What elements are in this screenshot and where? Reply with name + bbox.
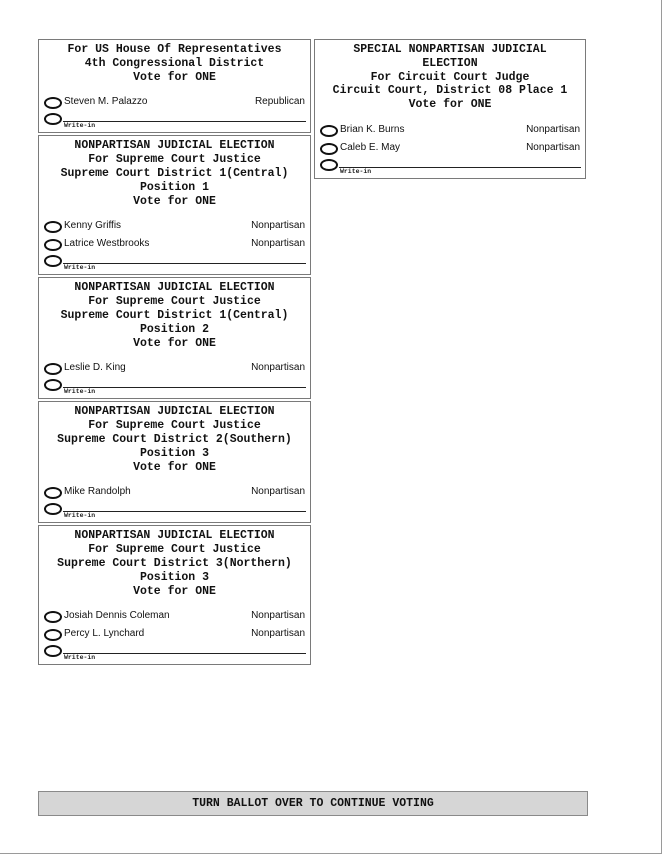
candidate-choice[interactable]	[39, 218, 310, 236]
contest-header-line: For US House Of Representatives	[67, 43, 282, 56]
vote-oval-icon[interactable]	[320, 159, 338, 171]
vote-oval-icon[interactable]	[44, 221, 62, 233]
vote-oval-icon[interactable]	[44, 113, 62, 125]
candidate-name: Josiah Dennis Coleman	[64, 610, 170, 622]
write-in-choice[interactable]	[315, 158, 585, 176]
write-in-line[interactable]	[63, 653, 306, 654]
vote-oval-icon[interactable]	[44, 629, 62, 641]
vote-oval-icon[interactable]	[320, 143, 338, 155]
contest-header-line: Position 1	[139, 180, 209, 194]
write-in-choice[interactable]	[39, 502, 310, 520]
vote-oval-icon[interactable]	[44, 97, 62, 109]
contest-header	[39, 136, 310, 208]
contest-header-line: Vote for ONE	[133, 584, 216, 598]
contest-box	[38, 277, 311, 399]
contest-header-line: Vote for ONE	[408, 98, 492, 112]
contest-header-line: For Supreme Court Justice	[88, 153, 261, 167]
contest-box	[38, 401, 311, 523]
vote-oval-icon[interactable]	[44, 645, 62, 657]
contest-header-line: Supreme Court District 3(Northern)	[57, 556, 292, 570]
write-in-choice[interactable]	[39, 254, 310, 272]
contest-header-line: 4th Congressional District	[84, 56, 265, 70]
contest-header-line: Vote for ONE	[133, 70, 216, 84]
vote-oval-icon[interactable]	[44, 255, 62, 267]
vote-oval-icon[interactable]	[44, 487, 62, 499]
write-in-choice[interactable]	[39, 378, 310, 396]
choice-list	[39, 608, 310, 662]
contest-header	[39, 402, 310, 474]
candidate-choice[interactable]	[315, 122, 585, 140]
contest-header-line: NONPARTISAN JUDICIAL ELECTION	[74, 281, 275, 295]
contest-header-line: NONPARTISAN JUDICIAL ELECTION	[74, 405, 275, 419]
candidate-party: Nonpartisan	[251, 362, 305, 374]
candidate-name: Steven M. Palazzo	[64, 96, 148, 108]
contest-box	[38, 39, 311, 133]
contest-header-line: For Supreme Court Justice	[88, 419, 261, 433]
ballot-column-left	[38, 39, 311, 667]
write-in-label: Write-in	[64, 122, 96, 130]
candidate-party: Republican	[254, 96, 305, 108]
write-in-line[interactable]	[63, 511, 306, 512]
vote-oval-icon[interactable]	[320, 125, 338, 137]
write-in-line[interactable]	[63, 387, 306, 388]
candidate-choice[interactable]	[315, 140, 585, 158]
contest-header-line: Vote for ONE	[133, 194, 216, 208]
contest-header-line: Supreme Court District 1(Central)	[60, 166, 289, 180]
candidate-name: Mike Randolph	[64, 486, 131, 498]
choice-list	[39, 484, 310, 520]
write-in-line[interactable]	[63, 121, 306, 122]
contest-header-line: Position 2	[139, 322, 209, 336]
ballot-column-right	[314, 39, 586, 181]
write-in-label: Write-in	[64, 264, 96, 272]
candidate-party: Nonpartisan	[251, 238, 305, 250]
candidate-name: Latrice Westbrooks	[64, 238, 150, 250]
contest-header-line: Vote for ONE	[133, 336, 216, 350]
write-in-choice[interactable]	[39, 644, 310, 662]
contest-header-line: Supreme Court District 2(Southern)	[57, 432, 292, 446]
contest-header-line: Circuit Court, District 08 Place 1	[332, 84, 568, 98]
contest-header-line: For Supreme Court Justice	[88, 543, 261, 557]
contest-header	[39, 278, 310, 350]
vote-oval-icon[interactable]	[44, 611, 62, 623]
contest-header-line: ELECTION	[422, 56, 478, 70]
contest-header-line: Supreme Court District 1(Central)	[60, 308, 289, 322]
candidate-choice[interactable]	[39, 626, 310, 644]
candidate-party: Nonpartisan	[251, 486, 305, 498]
write-in-label: Write-in	[64, 388, 96, 396]
contest-header-line: Position 3	[139, 570, 209, 584]
candidate-choice[interactable]	[39, 94, 310, 112]
vote-oval-icon[interactable]	[44, 363, 62, 375]
write-in-label: Write-in	[64, 512, 96, 520]
write-in-line[interactable]	[63, 263, 306, 264]
candidate-choice[interactable]	[39, 360, 310, 378]
candidate-name: Kenny Griffis	[64, 220, 122, 232]
write-in-label: Write-in	[340, 167, 372, 175]
contest-header-line: Position 3	[139, 446, 209, 460]
candidate-party: Nonpartisan	[526, 141, 580, 153]
write-in-choice[interactable]	[39, 112, 310, 130]
candidate-party: Nonpartisan	[251, 610, 305, 622]
vote-oval-icon[interactable]	[44, 239, 62, 251]
choice-list	[39, 94, 310, 130]
contest-header	[39, 526, 310, 598]
contest-header-line: For Supreme Court Justice	[88, 295, 261, 309]
vote-oval-icon[interactable]	[44, 503, 62, 515]
contest-header	[39, 40, 310, 84]
contest-box	[38, 525, 311, 665]
choice-list	[39, 360, 310, 396]
contest-header-line: NONPARTISAN JUDICIAL ELECTION	[74, 139, 275, 153]
contest-header-line: SPECIAL NONPARTISAN JUDICIAL	[353, 43, 547, 56]
contest-box	[38, 135, 311, 275]
candidate-choice[interactable]	[39, 608, 310, 626]
candidate-party: Nonpartisan	[251, 628, 305, 640]
candidate-name: Percy L. Lynchard	[64, 628, 145, 640]
contest-header-line: NONPARTISAN JUDICIAL ELECTION	[74, 529, 275, 543]
candidate-name: Caleb E. May	[340, 141, 401, 153]
write-in-line[interactable]	[339, 167, 581, 168]
choice-list	[315, 122, 585, 176]
candidate-party: Nonpartisan	[251, 220, 305, 232]
contest-header-line: Vote for ONE	[133, 460, 216, 474]
candidate-choice[interactable]	[39, 484, 310, 502]
contest-box	[314, 39, 586, 179]
candidate-choice[interactable]	[39, 236, 310, 254]
write-in-label: Write-in	[64, 654, 96, 662]
candidate-name: Leslie D. King	[64, 362, 126, 374]
candidate-party: Nonpartisan	[526, 123, 580, 135]
contest-header-line: For Circuit Court Judge	[370, 70, 530, 84]
choice-list	[39, 218, 310, 272]
turn-over-banner: TURN BALLOT OVER TO CONTINUE VOTING	[38, 791, 588, 816]
candidate-name: Brian K. Burns	[340, 123, 405, 135]
contest-header	[315, 40, 585, 112]
vote-oval-icon[interactable]	[44, 379, 62, 391]
